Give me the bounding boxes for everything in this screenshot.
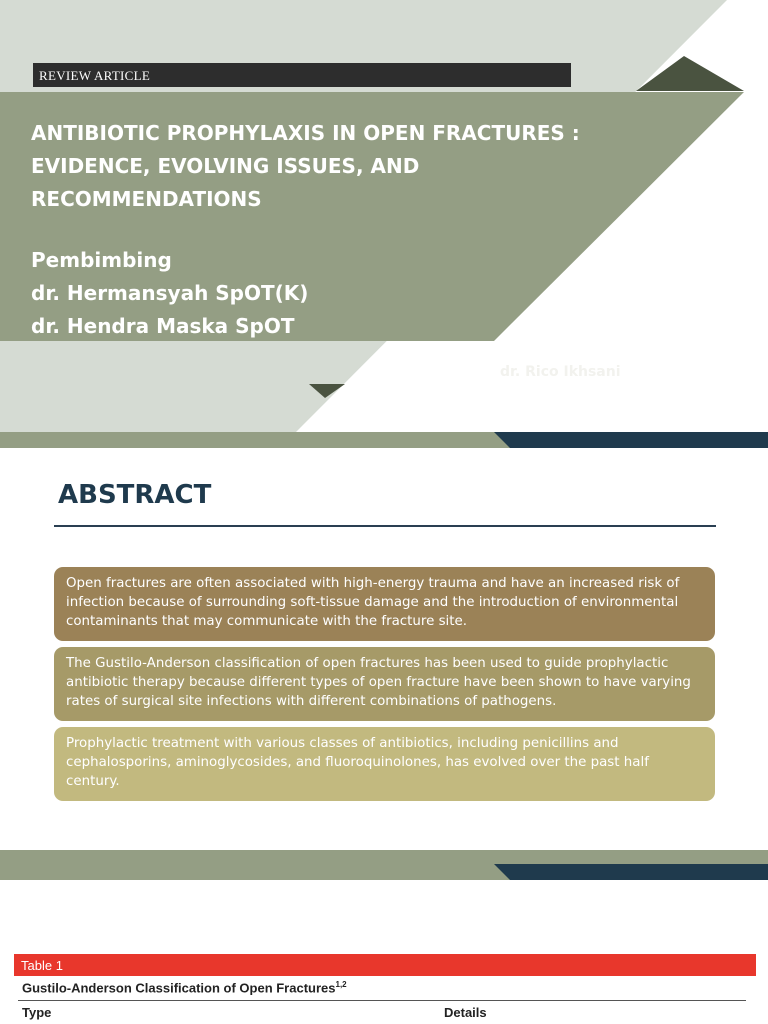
presenter-name: dr. Rico Ikhsani [500, 364, 621, 380]
title-line-3: RECOMMENDATIONS [31, 187, 262, 211]
abstract-heading: ABSTRACT [58, 480, 212, 510]
table-number: Table 1 [21, 958, 63, 973]
table-header-bar [14, 954, 756, 976]
advisor-2: dr. Hendra Maska SpOT [31, 314, 295, 338]
column-header-details: Details [444, 1005, 487, 1020]
review-article-bar [33, 63, 571, 87]
slide-divider-1 [0, 432, 768, 448]
table-slide [0, 880, 768, 1024]
abstract-slide [0, 448, 768, 850]
abstract-point-1: Open fractures are often associated with high-energy trauma and have an increased risk of infection because of surrounding soft-tissue damage and the introduction of environmental contaminants that may communicate with the fracture site. [54, 567, 715, 641]
divider-navy [494, 432, 768, 448]
title-slide [0, 0, 768, 432]
advisor-1: dr. Hermansyah SpOT(K) [31, 281, 309, 305]
table-caption-text: Gustilo-Anderson Classification of Open Fractures [22, 980, 336, 996]
advisor-heading: Pembimbing [31, 248, 172, 272]
slide-divider-2 [0, 850, 768, 880]
column-header-type: Type [22, 1005, 52, 1020]
advisor-block [31, 244, 308, 343]
table-caption-reference: 1,2 [335, 980, 347, 989]
abstract-point-3: Prophylactic treatment with various classes of antibiotics, including penicillins and cephalosporins, aminoglycosides, and fluoroquinolones, has evolved over the past half century. [54, 727, 715, 801]
divider-navy [494, 864, 768, 880]
review-article-label: REVIEW ARTICLE [39, 68, 151, 83]
table-caption [22, 980, 347, 995]
abstract-underline [54, 525, 716, 527]
title-line-2: EVIDENCE, EVOLVING ISSUES, AND [31, 154, 420, 178]
article-title [31, 117, 631, 216]
title-line-1: ANTIBIOTIC PROPHYLAXIS IN OPEN FRACTURES : [31, 121, 580, 145]
abstract-point-2: The Gustilo-Anderson classification of open fractures has been used to guide prophylactic antibiotic therapy because different types of open fracture have been shown to have varying rates of surgical site infections with different combinations of pathogens. [54, 647, 715, 721]
table-rule [18, 1000, 746, 1001]
